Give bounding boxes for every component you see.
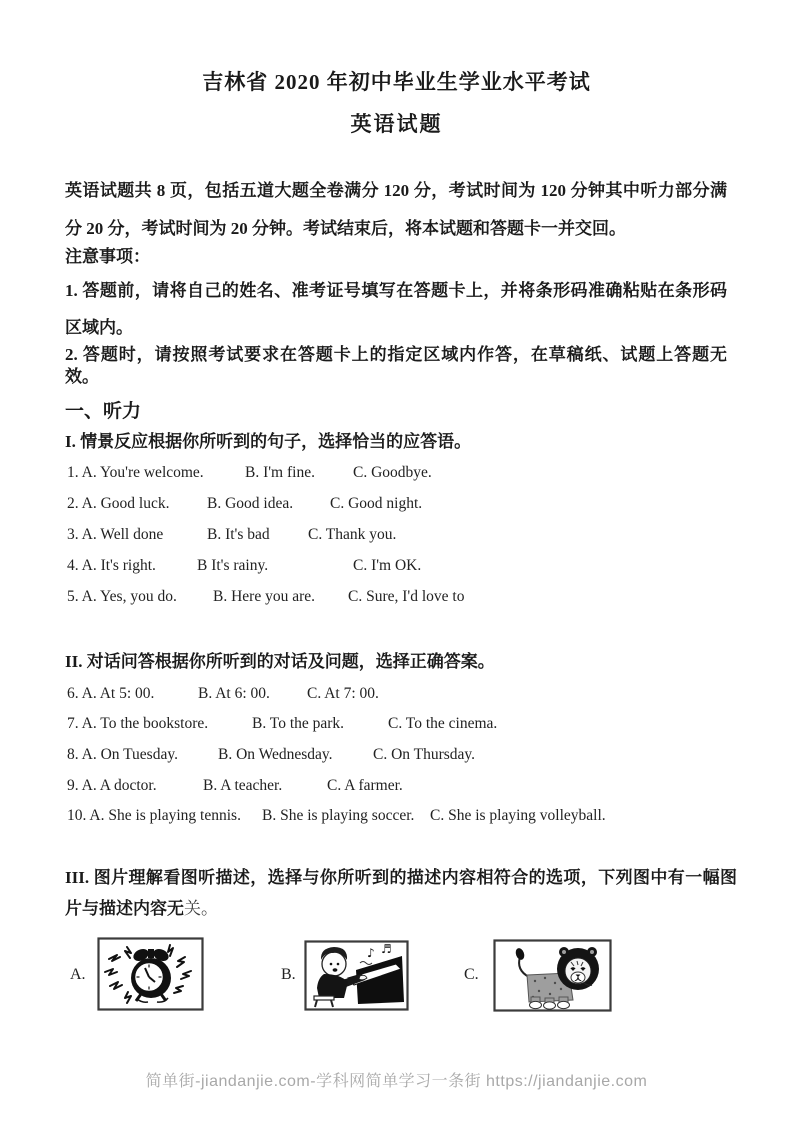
part1-heading: I. 情景反应根据你所听到的句子，选择恰当的应答语。 <box>65 432 472 451</box>
question-row-5 <box>0 588 793 608</box>
page-title: 吉林省 2020 年初中毕业生学业水平考试 <box>202 70 591 94</box>
footer-watermark: 简单街-jiandanjie.com-学科网简单学习一条街 https://jiandanjie.com <box>145 1073 648 1090</box>
q4-option-c: C. I'm OK. <box>353 557 422 574</box>
question-row-4 <box>0 557 793 577</box>
image-option-label-b: B. <box>281 966 296 983</box>
q4-option-a: 4. A. It's right. <box>67 557 156 574</box>
notes-label: 注意事项： <box>65 247 150 266</box>
part2-heading: II. 对话问答根据你所听到的对话及问题，选择正确答案。 <box>65 652 495 671</box>
q8-option-a: 8. A. On Tuesday. <box>67 746 178 763</box>
ringing-alarm-clock-illustration <box>97 937 204 1011</box>
q10-option-a: 10. A. She is playing tennis. <box>67 807 241 824</box>
q9-option-c: C. A farmer. <box>327 777 403 794</box>
q9-option-a: 9. A. A doctor. <box>67 777 157 794</box>
question-row-3 <box>0 526 793 546</box>
q9-option-b: B. A teacher. <box>203 777 283 794</box>
q1-option-b: B. I'm fine. <box>245 464 315 481</box>
section-title-listening: 一、听力 <box>65 401 142 422</box>
q7-option-a: 7. A. To the bookstore. <box>67 715 209 732</box>
q10-option-c: C. She is playing volleyball. <box>430 807 606 824</box>
question-row-10 <box>0 807 793 827</box>
q2-option-b: B. Good idea. <box>207 495 294 512</box>
q4-option-b: B It's rainy. <box>197 557 269 574</box>
note-item-2: 2. 答题时，请按照考试要求在答题卡上的指定区域内作答，在草稿纸、试题上答题无效。 <box>65 345 727 386</box>
note-item-1: 1. 答题前，请将自己的姓名、准考证号填写在答题卡上，并将条形码准确粘贴在条形码区域内。 <box>65 281 727 337</box>
question-row-7 <box>0 715 793 735</box>
image-option-c <box>493 939 612 1012</box>
q6-option-b: B. At 6: 00. <box>198 685 270 702</box>
question-row-9 <box>0 777 793 797</box>
question-row-1 <box>0 464 793 484</box>
q6-option-a: 6. A. At 5: 00. <box>67 685 155 702</box>
q8-option-c: C. On Thursday. <box>373 746 476 763</box>
q2-option-a: 2. A. Good luck. <box>67 495 170 512</box>
q6-option-c: C. At 7: 00. <box>307 685 379 702</box>
part3-heading <box>65 862 737 924</box>
page-subtitle: 英语试题 <box>350 112 443 136</box>
boy-playing-piano-illustration <box>304 940 409 1011</box>
q2-option-c: C. Good night. <box>330 495 423 512</box>
q1-option-a: 1. A. You're welcome. <box>67 464 204 481</box>
question-row-2 <box>0 495 793 515</box>
image-option-a <box>97 937 204 1011</box>
q10-option-b: B. She is playing soccer. <box>262 807 415 824</box>
part3-heading-tail: 关。 <box>184 899 218 918</box>
image-option-b <box>304 940 409 1011</box>
svg-text:♪: ♪ <box>367 946 375 960</box>
svg-text:♬: ♬ <box>381 942 392 956</box>
image-option-label-a: A. <box>70 966 86 983</box>
q3-option-a: 3. A. Well done <box>67 526 164 543</box>
question-row-8 <box>0 746 793 766</box>
q3-option-b: B. It's bad <box>207 526 270 543</box>
exam-intro: 英语试题共 8 页，包括五道大题全卷满分 120 分，考试时间为 120 分钟其中听力部分满分 20 分，考试时间为 20 分钟。考试结束后，将本试题和答题卡一并交回。 <box>65 181 727 238</box>
q5-option-a: 5. A. Yes, you do. <box>67 588 177 605</box>
q8-option-b: B. On Wednesday. <box>218 746 333 763</box>
image-option-label-c: C. <box>464 966 479 983</box>
q5-option-b: B. Here you are. <box>213 588 315 605</box>
q3-option-c: C. Thank you. <box>308 526 397 543</box>
part3-heading-main: III. 图片理解看图听描述，选择与你所听到的描述内容相符合的选项，下列图中有一幅图片与描述内容无 <box>65 868 737 918</box>
question-row-6 <box>0 685 793 705</box>
q1-option-c: C. Goodbye. <box>353 464 432 481</box>
q5-option-c: C. Sure, I'd love to <box>348 588 465 605</box>
lion-illustration <box>493 939 612 1012</box>
q7-option-b: B. To the park. <box>252 715 345 732</box>
q7-option-c: C. To the cinema. <box>388 715 498 732</box>
